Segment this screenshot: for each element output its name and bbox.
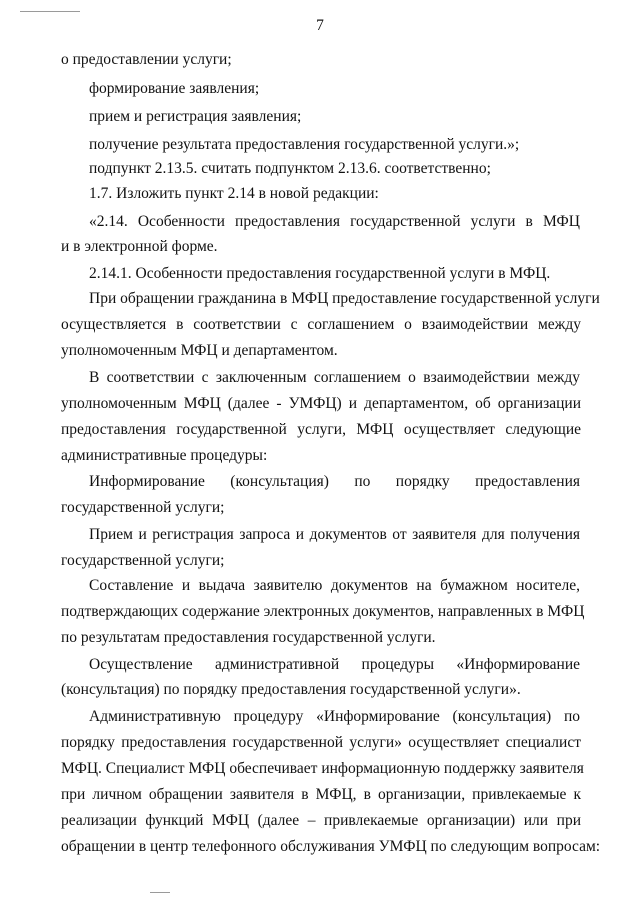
- page-number: 7: [316, 17, 324, 34]
- text-line: при личном обращении заявителя в МФЦ, в организации, привлекаемые к: [61, 786, 581, 803]
- text-line: уполномоченным МФЦ (далее - УМФЦ) и департаментом, об организации: [61, 395, 581, 412]
- text-line: (консультация) по порядку предоставления государственной услуги».: [61, 681, 521, 698]
- text-line: Административную процедуру «Информирование (консультация) по: [89, 708, 580, 725]
- text-line: порядку предоставления государственной услуги» осуществляет специалист: [61, 734, 581, 751]
- text-line: реализации функций МФЦ (далее – привлекаемые организации) или при: [61, 812, 581, 829]
- text-line: МФЦ. Специалист МФЦ обеспечивает информационную поддержку заявителя: [61, 760, 584, 777]
- text-line: получение результата предоставления государственной услуги.»;: [89, 136, 520, 153]
- text-line: Прием и регистрация запроса и документов от заявителя для получения: [89, 526, 580, 543]
- text-line: При обращении гражданина в МФЦ предоставление государственной услуги: [89, 290, 600, 307]
- text-line: государственной услуги;: [61, 552, 225, 569]
- text-line: по результатам предоставления государственной услуги.: [61, 629, 436, 646]
- text-line: 1.7. Изложить пункт 2.14 в новой редакции:: [89, 185, 379, 202]
- text-line: административные процедуры:: [61, 447, 268, 464]
- text-line: Осуществление административной процедуры «Информирование: [89, 656, 580, 673]
- text-line: о предоставлении услуги;: [61, 51, 232, 68]
- text-line: обращении в центр телефонного обслуживания УМФЦ по следующим вопросам:: [61, 838, 601, 855]
- text-line: «2.14. Особенности предоставления государственной услуги в МФЦ: [89, 213, 580, 230]
- text-line: осуществляется в соответствии с соглашением о взаимодействии между: [61, 316, 581, 333]
- scan-artifact: [20, 11, 80, 12]
- text-line: государственной услуги;: [61, 499, 225, 516]
- text-line: подпункт 2.13.5. считать подпунктом 2.13.6. соответственно;: [89, 160, 491, 177]
- text-line: В соответствии с заключенным соглашением о взаимодействии между: [89, 369, 580, 386]
- text-line: и в электронной форме.: [61, 238, 218, 255]
- text-line: предоставления государственной услуги, МФЦ осуществляет следующие: [61, 421, 581, 438]
- text-line: Составление и выдача заявителю документов на бумажном носителе,: [89, 577, 580, 594]
- text-line: прием и регистрация заявления;: [89, 108, 302, 125]
- text-line: формирование заявления;: [89, 80, 260, 97]
- text-line: уполномоченным МФЦ и департаментом.: [61, 342, 338, 359]
- scan-artifact: [150, 892, 170, 893]
- text-line: подтверждающих содержание электронных документов, направленных в МФЦ: [61, 603, 585, 620]
- text-line: Информирование (консультация) по порядку предоставления: [89, 473, 580, 490]
- text-line: 2.14.1. Особенности предоставления государственной услуги в МФЦ.: [89, 265, 551, 282]
